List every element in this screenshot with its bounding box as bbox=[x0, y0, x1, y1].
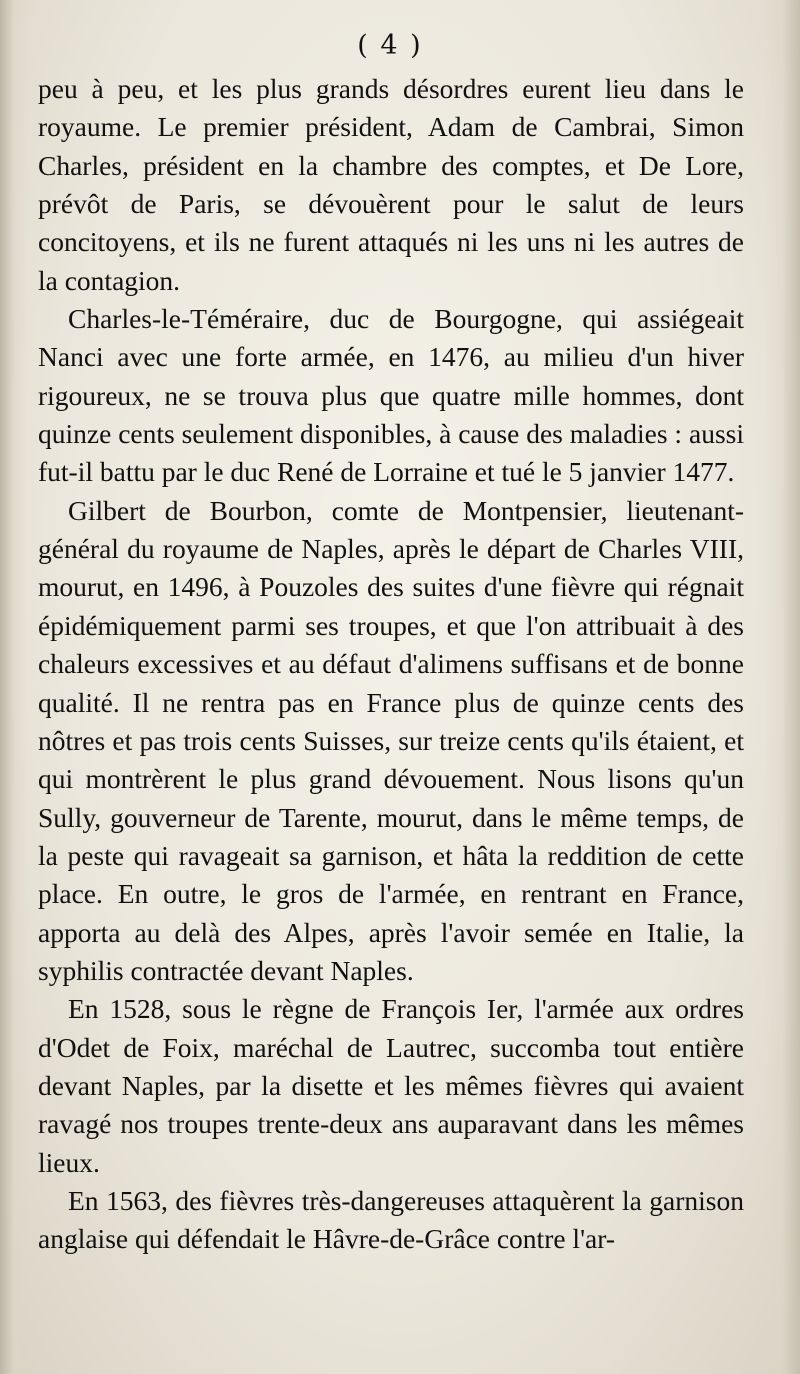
paragraph-1563: En 1563, des fièvres très-dangereuses attaquèrent la garnison anglaise qui défendait le Hâvre-de-Grâce contre l'ar- bbox=[38, 1184, 744, 1255]
paragraph-gilbert-de-bourbon: Gilbert de Bourbon, comte de Montpensier, lieutenant-général du royaume de Naples, après le départ de Charles VIII, mourut, en 1496, à Pouzoles des suites d'une fièvre qui régnait épidémiquement parmi ses troupes, et que l'on attribuait à des chaleurs excessives et au défaut d'alimens suffisans et de bonne qualité. Il ne rentra pas en France plus de quinze cents des nôtres et pas trois cents Suisses, sur treize cents qu'ils étaient, et qui montrèrent le plus grand dévouement. Nous lisons qu'un Sully, gouverneur de Tarente, mourut, dans le même temps, de la peste qui ravageait sa garnison, et hâta la reddition de cette place. En outre, le gros de l'armée, en rentrant en France, apporta au delà des Alpes, après l'avoir semée en Italie, la syphilis contractée devant Naples. bbox=[38, 494, 744, 986]
body-text bbox=[38, 70, 744, 1259]
binding-shadow-left bbox=[0, 0, 28, 1374]
paragraph-1528: En 1528, sous le règne de François Ier, l'armée aux ordres d'Odet de Foix, maréchal de Lautrec, succomba tout entière devant Naples, par la disette et les mêmes fièvres qui avaient ravagé nos troupes trente-deux ans auparavant dans les mêmes lieux. bbox=[38, 993, 744, 1178]
page-edge-shadow-right bbox=[764, 0, 800, 1374]
paragraph-charles-le-temeraire: Charles-le-Téméraire, duc de Bourgogne, qui assiégeait Nanci avec une forte armée, en 1476, au milieu d'un hiver rigoureux, ne se trouva plus que quatre mille hommes, dont quinze cents seulement disponibles, à cause des maladies : aussi fut-il battu par le duc René de Lorraine et tué le 5 janvier 1477. bbox=[38, 303, 744, 488]
page-number: ( 4 ) bbox=[357, 30, 423, 61]
paragraph-continuation: peu à peu, et les plus grands désordres eurent lieu dans le royaume. Le premier président, Adam de Cambrai, Simon Charles, président en la chambre des comptes, et De Lore, prévôt de Paris, se dévouèrent pour le salut de leurs concitoyens, et ils ne furent attaqués ni les uns ni les autres de la contagion. bbox=[38, 73, 744, 296]
